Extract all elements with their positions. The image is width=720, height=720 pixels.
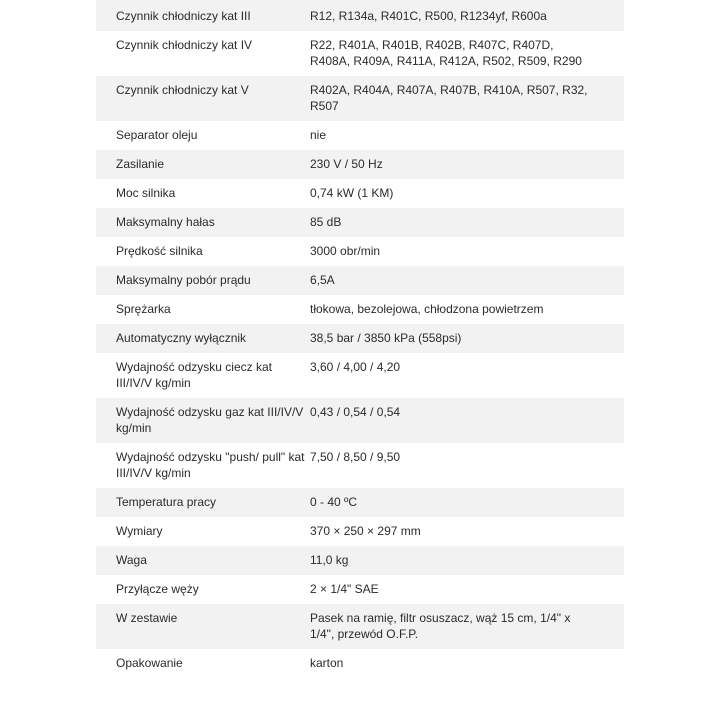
spec-table — [96, 0, 624, 678]
row-value: Pasek na ramię, filtr osuszacz, wąż 15 cm, 1/4" x 1/4", przewód O.F.P. — [310, 611, 571, 641]
row-value: 230 V / 50 Hz — [310, 157, 383, 171]
table-row — [96, 488, 624, 517]
table-row — [96, 237, 624, 266]
table-row — [96, 76, 624, 121]
table-row — [96, 208, 624, 237]
row-label: Zasilanie — [116, 157, 165, 171]
row-label: Maksymalny hałas — [116, 215, 215, 229]
table-row — [96, 353, 624, 398]
row-label: Temperatura pracy — [116, 495, 217, 509]
row-label: Maksymalny pobór prądu — [116, 273, 251, 287]
row-value: 0 - 40 ºC — [310, 495, 358, 509]
row-value: 6,5A — [310, 273, 335, 287]
table-row — [96, 604, 624, 649]
row-value: 3000 obr/min — [310, 244, 381, 258]
row-value: R402A, R404A, R407A, R407B, R410A, R507, R32, R507 — [310, 83, 588, 113]
row-label: Opakowanie — [116, 656, 183, 670]
row-value: R22, R401A, R401B, R402B, R407C, R407D, R408A, R409A, R411A, R412A, R502, R509, R290 — [310, 38, 582, 68]
row-label: W zestawie — [116, 611, 178, 625]
table-row — [96, 398, 624, 443]
table-row — [96, 649, 624, 678]
table-row — [96, 546, 624, 575]
row-value: 370 × 250 × 297 mm — [310, 524, 421, 538]
table-row — [96, 517, 624, 546]
row-value: karton — [310, 656, 344, 670]
row-label: Moc silnika — [116, 186, 176, 200]
row-value: 11,0 kg — [310, 553, 349, 567]
table-row — [96, 266, 624, 295]
row-label: Przyłącze węży — [116, 582, 199, 596]
row-label: Waga — [116, 553, 147, 567]
table-row — [96, 31, 624, 76]
row-label: Wydajność odzysku "push/ pull" kat III/IV/V kg/min — [116, 450, 305, 480]
row-label: Separator oleju — [116, 128, 198, 142]
row-value: 38,5 bar / 3850 kPa (558psi) — [310, 331, 462, 345]
row-value: 85 dB — [310, 215, 342, 229]
table-row — [96, 324, 624, 353]
row-label: Wydajność odzysku ciecz kat III/IV/V kg/min — [116, 360, 272, 390]
table-row — [96, 121, 624, 150]
row-value: tłokowa, bezolejowa, chłodzona powietrzem — [310, 302, 544, 316]
row-value: 7,50 / 8,50 / 9,50 — [310, 450, 401, 464]
row-value: nie — [310, 128, 327, 142]
row-value: 2 × 1/4" SAE — [310, 582, 379, 596]
row-label: Czynnik chłodniczy kat V — [116, 83, 249, 97]
row-label: Wydajność odzysku gaz kat III/IV/V kg/min — [116, 405, 304, 435]
table-row — [96, 150, 624, 179]
row-label: Sprężarka — [116, 302, 171, 316]
row-label: Prędkość silnika — [116, 244, 203, 258]
row-label: Czynnik chłodniczy kat III — [116, 9, 251, 23]
table-row — [96, 295, 624, 324]
table-row — [96, 575, 624, 604]
row-value: 3,60 / 4,00 / 4,20 — [310, 360, 401, 374]
table-row — [96, 0, 624, 31]
row-label: Automatyczny wyłącznik — [116, 331, 247, 345]
row-label: Wymiary — [116, 524, 163, 538]
row-value: R12, R134a, R401C, R500, R1234yf, R600a — [310, 9, 547, 23]
row-label: Czynnik chłodniczy kat IV — [116, 38, 253, 52]
table-row — [96, 443, 624, 488]
table-row — [96, 179, 624, 208]
row-value: 0,74 kW (1 KM) — [310, 186, 394, 200]
row-value: 0,43 / 0,54 / 0,54 — [310, 405, 401, 419]
